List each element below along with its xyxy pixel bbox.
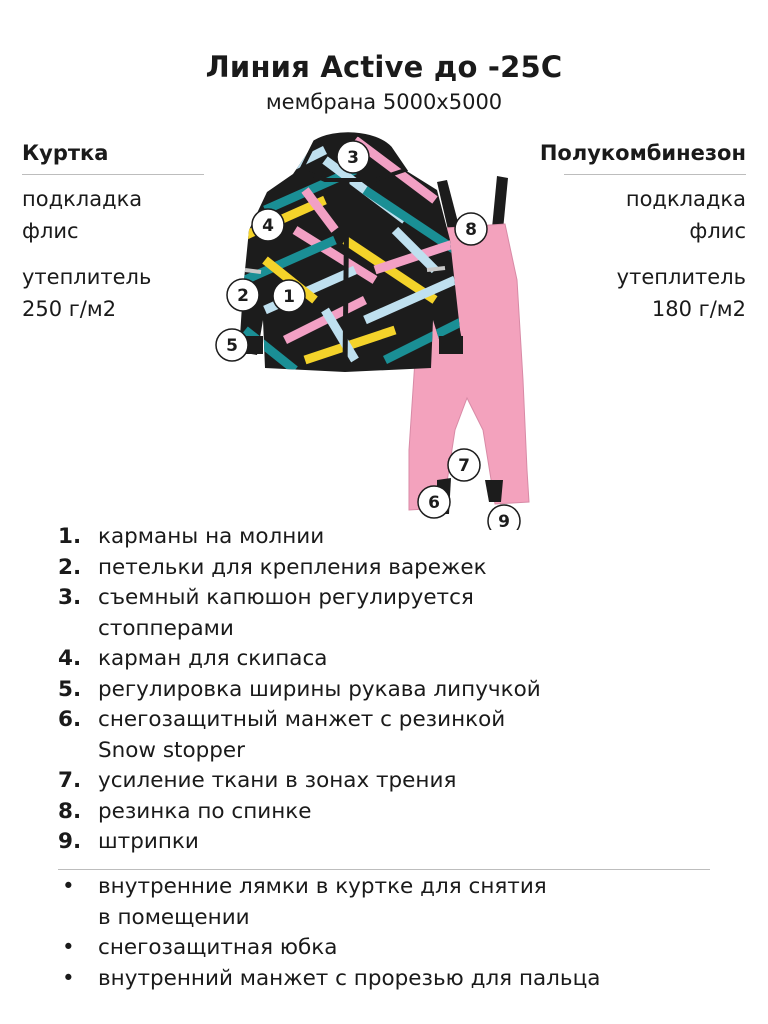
list-item-text-line2: Snow stopper — [98, 737, 245, 763]
list-item-number: 3. — [58, 585, 82, 610]
list-item — [58, 522, 718, 553]
bullet-mark: • — [62, 935, 75, 960]
overall-strap-right — [492, 176, 508, 230]
bullet-mark: • — [62, 965, 75, 991]
svg-text:5: 5 — [226, 336, 238, 356]
svg-text:1: 1 — [283, 287, 295, 307]
list-item-text-line2: стопперами — [98, 615, 234, 641]
overall-insulation-value: 180 г/м2 — [651, 297, 746, 321]
marker-4 — [252, 209, 284, 241]
jacket-lining-label: подкладка — [22, 187, 143, 211]
bullet-mark: • — [62, 874, 75, 899]
jacket-insulation — [22, 261, 232, 325]
list-item-number: 2. — [58, 554, 82, 580]
svg-text:6: 6 — [428, 493, 440, 513]
overall-divider — [564, 174, 746, 175]
list-item-text-line1: снегозащитный манжет с резинкой — [98, 707, 506, 732]
overall-heading: Полукомбинезон — [539, 141, 746, 165]
list-item — [58, 675, 718, 706]
overall-cuff-right — [485, 480, 503, 502]
list-item — [58, 553, 718, 584]
product-illustration — [205, 130, 565, 530]
section-divider — [58, 869, 710, 870]
marker-6 — [418, 486, 450, 518]
bullet-text-line2: в помещении — [98, 904, 250, 930]
list-item-text: петельки для крепления варежек — [98, 554, 487, 580]
list-item-text: резинка по спинке — [98, 798, 312, 824]
membrane-subtitle: мембрана 5000х5000 — [265, 90, 503, 114]
jacket-lining-value: флис — [22, 219, 79, 243]
svg-text:4: 4 — [262, 216, 274, 236]
jacket-reflector-right — [427, 268, 445, 270]
list-item-text: усиление ткани в зонах трения — [98, 768, 457, 793]
list-item — [58, 705, 718, 766]
list-item — [58, 583, 718, 644]
overall-lining-value: флис — [689, 219, 746, 243]
list-item — [58, 766, 718, 797]
bullet-item — [58, 872, 718, 933]
svg-text:7: 7 — [458, 456, 470, 476]
list-item-text — [98, 705, 718, 766]
list-item-number: 8. — [58, 798, 82, 824]
list-item — [58, 797, 718, 828]
bullet-text-line1: внутренние лямки в куртке для снятия — [98, 874, 547, 899]
svg-text:3: 3 — [347, 148, 359, 168]
jacket-heading: Куртка — [22, 141, 109, 165]
jacket-cuff-right — [439, 336, 463, 354]
list-item-text: карманы на молнии — [98, 524, 325, 549]
list-item — [58, 644, 718, 675]
jacket-insulation-value: 250 г/м2 — [22, 297, 117, 321]
overall-lining-label: подкладка — [625, 187, 746, 211]
list-item-text — [98, 583, 718, 644]
page-title: Линия Active до -25С — [205, 50, 563, 84]
overall-insulation-label: утеплитель — [616, 265, 746, 289]
marker-3 — [337, 141, 369, 173]
feature-list — [58, 522, 718, 858]
list-item-number: 5. — [58, 676, 82, 702]
list-item-number: 7. — [58, 768, 82, 793]
list-item-number: 1. — [58, 524, 82, 549]
extra-features-list — [58, 872, 718, 994]
svg-text:8: 8 — [465, 220, 477, 240]
bullet-text — [98, 872, 718, 933]
bullet-text: снегозащитная юбка — [98, 935, 338, 960]
marker-8 — [455, 213, 487, 245]
list-item-number: 6. — [58, 707, 82, 732]
marker-5 — [216, 329, 248, 361]
list-item-number: 4. — [58, 646, 82, 671]
bullet-item — [58, 964, 718, 995]
list-item-text: штрипки — [98, 829, 199, 854]
jacket-lining — [22, 183, 232, 247]
jacket-divider — [22, 174, 204, 175]
marker-1 — [273, 280, 305, 312]
marker-2 — [227, 279, 259, 311]
jacket-zipper — [345, 180, 347, 370]
jacket-specs — [22, 140, 232, 325]
marker-7 — [448, 449, 480, 481]
list-item-text: карман для скипаса — [98, 646, 328, 671]
jacket-reflector-left — [245, 270, 261, 272]
bullet-item — [58, 933, 718, 964]
svg-text:9: 9 — [498, 512, 510, 530]
bullet-text: внутренний манжет с прорезью для пальца — [98, 965, 601, 991]
jacket-insulation-label: утеплитель — [22, 265, 152, 289]
list-item-text-line1: съемный капюшон регулируется — [98, 585, 474, 610]
list-item-text: регулировка ширины рукава липучкой — [98, 676, 541, 702]
list-item — [58, 827, 718, 858]
list-item-number: 9. — [58, 829, 82, 854]
svg-text:2: 2 — [237, 286, 249, 306]
